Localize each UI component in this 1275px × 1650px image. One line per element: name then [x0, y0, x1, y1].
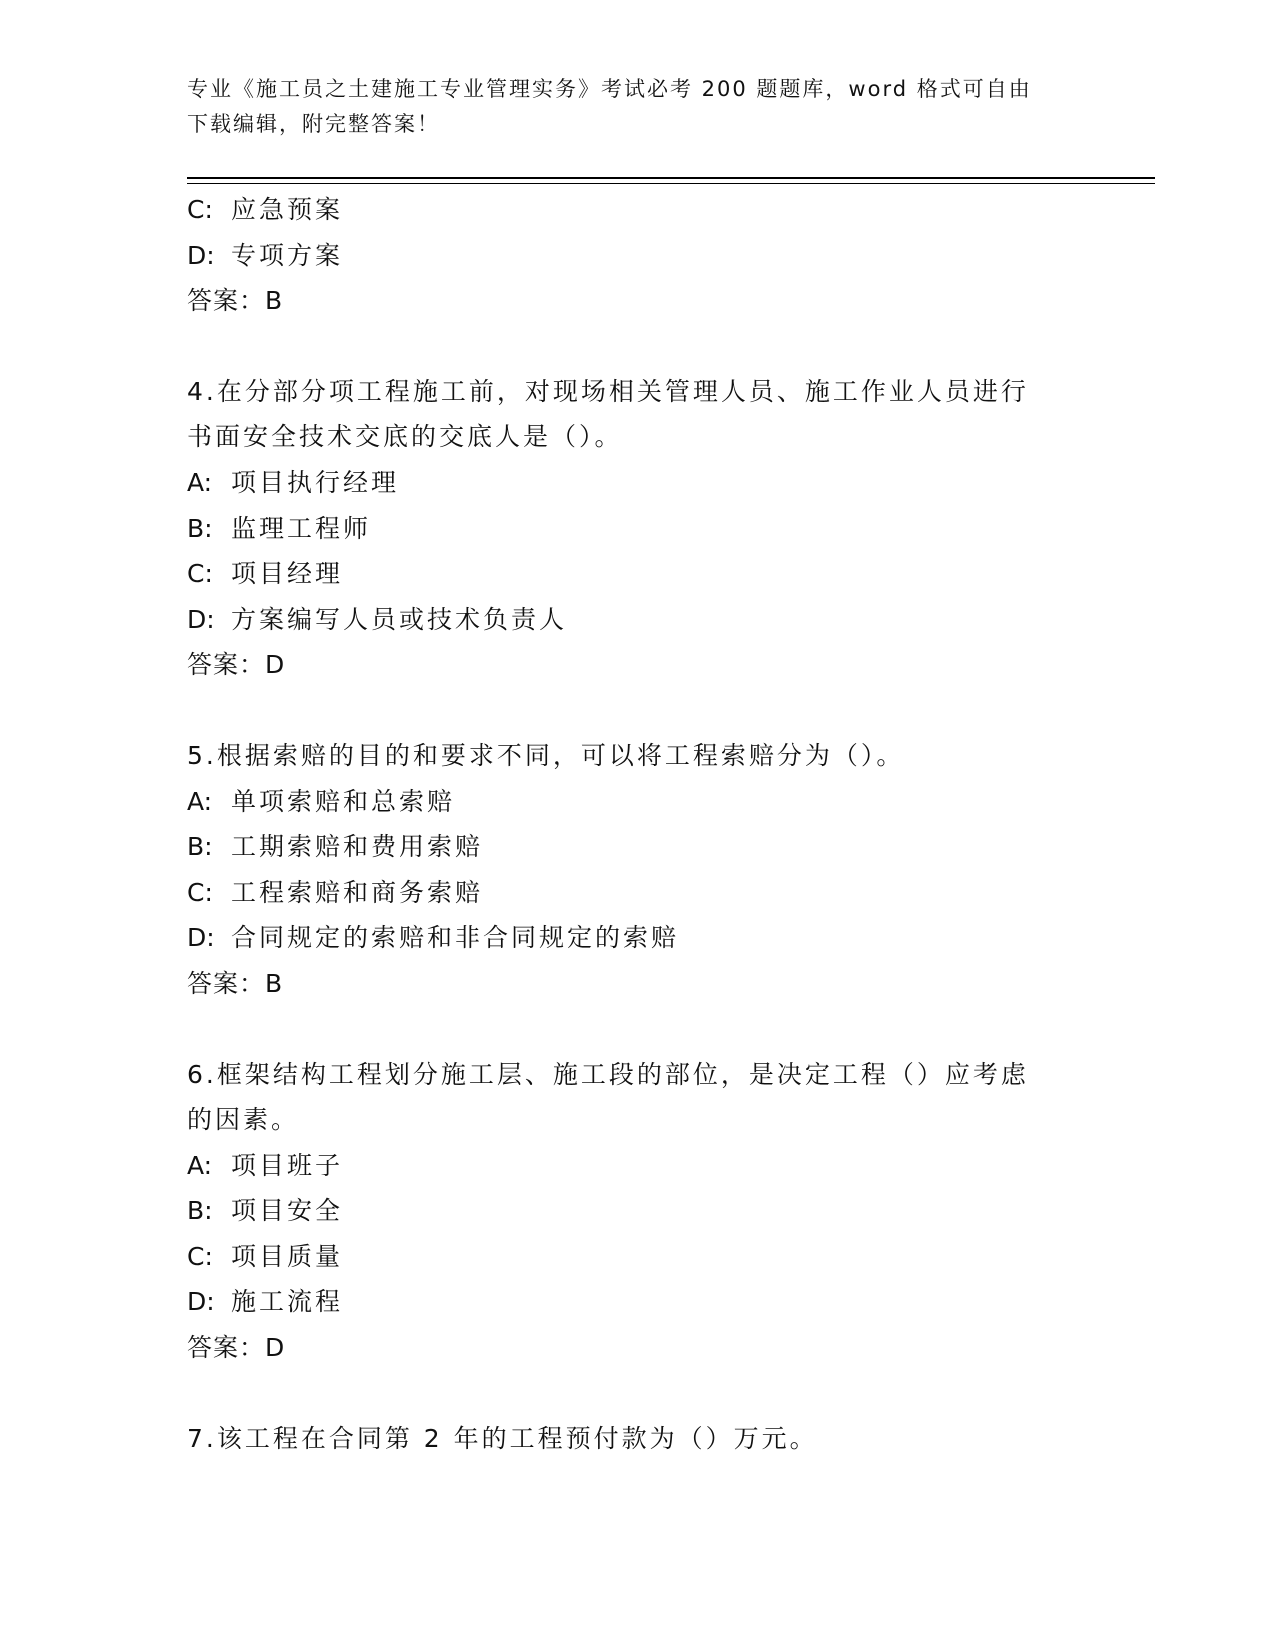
- option-c: C: 项目质量: [187, 1241, 344, 1271]
- option-b: B: 监理工程师: [187, 513, 372, 543]
- answer: 答案：B: [187, 968, 284, 998]
- option-d: D: 专项方案: [187, 240, 344, 270]
- question-text-line-1: 5.根据索赔的目的和要求不同，可以将工程索赔分为（）。: [187, 740, 905, 770]
- header-title-line-1: 专业《施工员之土建施工专业管理实务》考试必考 200 题题库，word 格式可自由: [187, 77, 1032, 101]
- option-a: A: 单项索赔和总索赔: [187, 786, 456, 816]
- question-text-line-1: 7.该工程在合同第 2 年的工程预付款为（）万元。: [187, 1423, 818, 1453]
- option-d: D: 合同规定的索赔和非合同规定的索赔: [187, 923, 680, 953]
- question-text-line-1: 4.在分部分项工程施工前，对现场相关管理人员、施工作业人员进行: [187, 376, 1029, 406]
- header-rule-thick: [187, 177, 1155, 179]
- question-text-line-2: 书面安全技术交底的交底人是（）。: [187, 422, 623, 452]
- question-3-tail: [187, 187, 1087, 324]
- answer: 答案：D: [187, 650, 286, 680]
- question-6: [187, 1052, 1087, 1371]
- option-c: C: 应急预案: [187, 195, 344, 224]
- question-text-line-1: 6.框架结构工程划分施工层、施工段的部位，是决定工程（）应考虑: [187, 1059, 1029, 1089]
- header-rule-thin: [187, 183, 1155, 184]
- option-b: B: 项目安全: [187, 1196, 344, 1226]
- question-4: [187, 369, 1087, 688]
- answer: 答案：B: [187, 286, 284, 316]
- document-header: [187, 72, 1067, 142]
- option-b: B: 工期索赔和费用索赔: [187, 832, 484, 862]
- answer: 答案：D: [187, 1333, 286, 1363]
- option-a: A: 项目班子: [187, 1150, 344, 1180]
- option-d: D: 施工流程: [187, 1287, 344, 1317]
- option-c: C: 项目经理: [187, 559, 344, 589]
- option-d: D: 方案编写人员或技术负责人: [187, 604, 568, 634]
- option-a: A: 项目执行经理: [187, 467, 400, 497]
- header-title-line-2: 下载编辑，附完整答案！: [187, 112, 440, 136]
- option-c: C: 工程索赔和商务索赔: [187, 877, 484, 907]
- question-text-line-2: 的因素。: [187, 1105, 300, 1135]
- question-list: [187, 187, 1087, 1461]
- question-5: [187, 733, 1087, 1007]
- question-7: [187, 1416, 1087, 1462]
